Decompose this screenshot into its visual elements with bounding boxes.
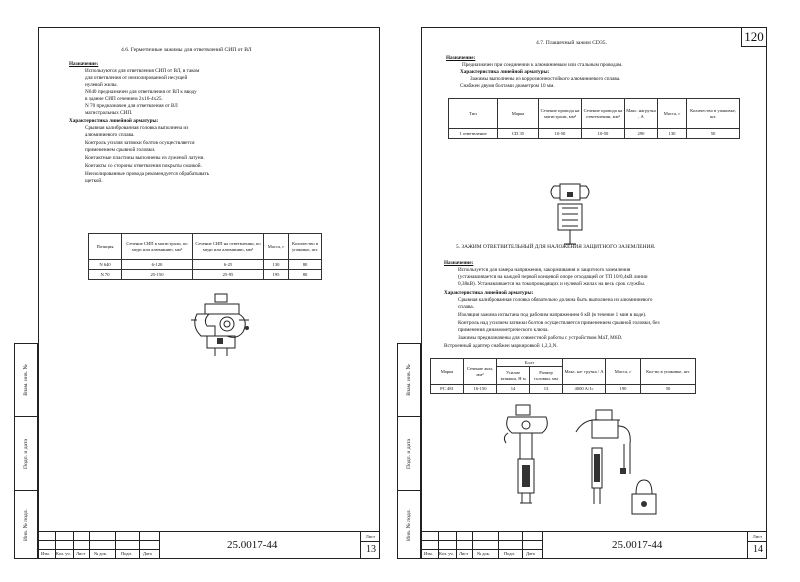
th-max-load: Макс. нагрузка , А <box>625 99 658 129</box>
left-char-line: алюминиевого сплава. <box>85 132 135 138</box>
stamp-sheet-line <box>361 541 379 542</box>
cd35-clamp-drawing <box>544 180 596 252</box>
cell-mark: PC 481 <box>431 385 464 394</box>
table-row <box>89 260 322 270</box>
left-spec-table <box>88 233 322 280</box>
cell-qty: 80 <box>289 270 322 280</box>
th-type: Тип <box>449 99 498 129</box>
left-title-block <box>39 531 379 558</box>
left-purpose-line: N 70 предназначен для ответвления от ВЛ <box>85 103 178 109</box>
right-purpose-text: Предназначен при соединении к алюминиевым или стальным проводам. <box>462 62 623 68</box>
right-char2-line: Зажимы предназначены для совместной работы с устройством MaT, M6D. <box>458 335 623 341</box>
left-char-line: применением срывной головки. <box>85 147 156 153</box>
cell-qty: 50 <box>641 385 696 394</box>
right-char2-line: Срывная калиброванная головка обязательно должна быть выполнена из алюминиевого <box>458 297 653 303</box>
stamp-col-line <box>89 532 90 558</box>
side-cell-vzam-inv <box>15 344 37 416</box>
stamp-col-line <box>73 532 74 558</box>
cell-mark: CD 35 <box>498 129 539 139</box>
side-label-vzam-inv: Взам. инв. № <box>406 364 412 396</box>
clamp-drawing <box>177 290 267 360</box>
side-cell-inv-podl <box>15 490 37 559</box>
cell-load: 4000 A/1c <box>563 385 606 394</box>
th-mass: Масса, г <box>606 359 641 385</box>
stamp-label-list: Лист <box>459 551 469 556</box>
right-doc-number: 25.0017-44 <box>612 539 663 551</box>
table-header-row <box>89 234 322 260</box>
left-purpose-line: в здание СИП сечением 2х16-4х25. <box>85 96 163 102</box>
stamp-label-date: Дата <box>143 551 152 556</box>
cell-main: 6-120 <box>122 260 193 270</box>
right-sheet <box>421 27 767 559</box>
cell-position: N 640 <box>89 260 122 270</box>
stamp-col-line <box>498 532 499 558</box>
cell-section: 16-150 <box>464 385 497 394</box>
cell-position: N 70 <box>89 270 122 280</box>
side-cell-podp-data <box>398 416 420 491</box>
left-char-line: Неизолированные провода рекомендуется обрабатывать <box>85 171 209 177</box>
table-row <box>89 270 322 280</box>
left-purpose-line: нулевой жилы. <box>85 82 118 88</box>
stamp-col-line <box>456 532 457 558</box>
stamp-label-list: Лист <box>76 551 86 556</box>
side-label-podp-data: Подп. и дата <box>23 439 29 469</box>
cell-mass: 130 <box>264 260 289 270</box>
stamp-row-line <box>422 549 542 550</box>
right-char2-heading: Характеристика линейной арматуры: <box>444 290 534 296</box>
th-mark: Марка <box>431 359 464 385</box>
cell-branch: 25-95 <box>193 270 264 280</box>
left-purpose-line: магистральных СИП. <box>85 110 133 116</box>
side-cell-inv-podl <box>398 490 420 559</box>
th-bolt-force: Усилие затяжки, Н м <box>497 367 530 385</box>
table-header-row <box>431 359 696 367</box>
cell-qty: 50 <box>687 129 740 139</box>
right-char2-line: Встроенный адаптер снабжен маркировкой 1,2,3,N. <box>444 343 558 349</box>
table-row <box>431 385 696 394</box>
th-main-section: Сечение провода на магистрали, мм² <box>539 99 582 129</box>
th-mass: Масса, г <box>264 234 289 260</box>
left-char-line: Контроль усилия затяжки болтов осуществляется <box>85 140 195 146</box>
right-purpose2-line: (устанавливается на каждой первой концевой опоре отходящей от ТП 10/0,4кВ линии <box>458 274 648 280</box>
stamp-label-kol: Кол. уч. <box>56 551 71 556</box>
left-purpose-line: Используются для ответвления СИП от ВЛ, в таком <box>85 68 200 74</box>
left-char-line: щеткой. <box>85 178 103 184</box>
right-char-line: Снабжен двумя болтами диаметром 10 мм. <box>460 83 555 89</box>
side-label-vzam-inv: Взам. инв. № <box>23 364 29 396</box>
left-side-strip <box>14 343 38 559</box>
table-row <box>449 129 740 139</box>
th-mass: Масса, г <box>658 99 687 129</box>
right-char-heading: Характеристика линейной арматуры: <box>460 69 550 75</box>
th-qty: Количество в упаковке, шт. <box>687 99 740 129</box>
left-purpose-heading: Назначение: <box>69 61 99 67</box>
th-mark: Марка <box>498 99 539 129</box>
right-purpose2-heading: Назначение: <box>444 260 474 266</box>
stamp-label-kol: Кол. уч. <box>439 551 454 556</box>
stamp-label-izm: Изм. <box>424 551 433 556</box>
th-qty: Кол-во в упаковке, шт. <box>641 359 696 385</box>
th-position: Позиция <box>89 234 122 260</box>
th-main-section: Сечение СИП в магистрали, по меди или алюминию, мм² <box>122 234 193 260</box>
stamp-label-doc: № док. <box>477 551 490 556</box>
th-section: Сечение жил, мм² <box>464 359 497 385</box>
right-purpose-heading: Назначение: <box>446 55 476 61</box>
cell-mass: 190 <box>606 385 641 394</box>
side-cell-podp-data <box>15 416 37 491</box>
th-branch-section: Сечение провода на ответвлении, мм² <box>582 99 625 129</box>
left-section-title: 4.6. Герметичные зажимы для ответвлений СИП от ВЛ <box>121 47 252 53</box>
right-corner-number: 120 <box>741 27 767 47</box>
th-branch-section: Сечение СИП на ответвлении, по меди или алюминию, мм² <box>193 234 264 260</box>
right-sheet-number: 14 <box>753 544 763 555</box>
left-char-line: Контактные пластины выполнены из луженой латуни. <box>85 155 205 161</box>
pc481-assembly-drawing <box>572 408 667 520</box>
th-bolt-size: Размер головки, мм <box>530 367 563 385</box>
stamp-row-line <box>422 540 542 541</box>
left-doc-number: 25.0017-44 <box>227 539 278 551</box>
left-sheet-number: 13 <box>366 544 376 555</box>
left-char-line: Контакты со стороны ответвления покрыты смазкой. <box>85 163 202 169</box>
cell-branch: 10-50 <box>582 129 625 139</box>
stamp-col-line <box>472 532 473 558</box>
table-header-row <box>449 99 740 129</box>
stamp-row-line <box>39 549 159 550</box>
left-purpose-line: для ответвления от неизолированной несущей <box>85 75 188 81</box>
right-char2-line: Контроль над усилием затяжки болтов осуществляется применением срывной головки, без <box>458 320 660 326</box>
right-purpose2-line: 0,38кВ). Устанавливается на токопроводящих и нулевой жилах на весь срок службы. <box>458 281 646 287</box>
left-purpose-line: N640 предназначен для ответвления от ВЛ к вводу <box>85 89 197 95</box>
side-label-podp-data: Подп. и дата <box>406 439 412 469</box>
side-cell-vzam-inv <box>398 344 420 416</box>
cell-main: 25-150 <box>122 270 193 280</box>
stamp-col-line <box>522 532 523 558</box>
cell-size: 13 <box>530 385 563 394</box>
right-table-pc481 <box>430 358 696 394</box>
cell-main: 10-50 <box>539 129 582 139</box>
th-max-load: Макс. на- грузка / А <box>563 359 606 385</box>
left-char-line: Срывная калиброванная головка выполнена из <box>85 125 189 131</box>
right-char2-line: применения динамометрического ключа. <box>458 327 549 333</box>
right-side-strip <box>397 343 421 559</box>
right-section-title: 4.7. Плашечный зажим CD35. <box>536 40 607 46</box>
stamp-label-date: Дата <box>526 551 535 556</box>
left-sheet-label: Лист <box>365 534 375 539</box>
right-table-cd35 <box>448 98 740 139</box>
left-sheet <box>38 27 380 559</box>
cell-force: 14 <box>497 385 530 394</box>
left-char-heading: Характеристика линейной арматуры: <box>69 118 159 124</box>
side-label-inv-podl: Инв. № подл. <box>23 509 29 541</box>
cell-branch: 6-25 <box>193 260 264 270</box>
right-char2-line: Изоляция зажима испытана под рабочим напряжением 6 кВ (в течение 1 мин в воде). <box>458 312 647 318</box>
right-char2-line: сплава. <box>458 304 474 310</box>
cell-qty: 80 <box>289 260 322 270</box>
stamp-row-line <box>39 540 159 541</box>
stamp-label-podp: Подп. <box>121 551 132 556</box>
stamp-col-line <box>115 532 116 558</box>
th-qty: Количество в упаковке, шт. <box>289 234 322 260</box>
th-bolt: Болт <box>497 359 563 367</box>
right-title-block <box>422 531 766 558</box>
stamp-label-izm: Изм. <box>41 551 50 556</box>
cell-mass: 195 <box>264 270 289 280</box>
pc481-clamp-drawing <box>502 403 552 521</box>
right-purpose2-line: Используется для замера напряжения, закорачивания и защитного заземления <box>458 267 631 273</box>
cell-type: 1 ответвление <box>449 129 498 139</box>
stamp-sheet-line <box>748 541 766 542</box>
side-label-inv-podl: Инв. № подл. <box>406 509 412 541</box>
section5-title: 5. ЗАЖИМ ОТВЕТВИТЕЛЬНЫЙ ДЛЯ НАЛОЖЕНИЯ ЗАЩИТНОГО ЗАЗЕМЛЕНИЯ. <box>456 244 656 250</box>
stamp-label-doc: № док. <box>94 551 107 556</box>
stamp-col-line <box>139 532 140 558</box>
right-char-line: Зажимы выполнены из коррозионностойкого алюминиевого сплава. <box>470 76 621 82</box>
cell-mass: 130 <box>658 129 687 139</box>
cell-load: 290 <box>625 129 658 139</box>
right-sheet-label: Лист <box>752 534 762 539</box>
stamp-label-podp: Подп. <box>504 551 515 556</box>
